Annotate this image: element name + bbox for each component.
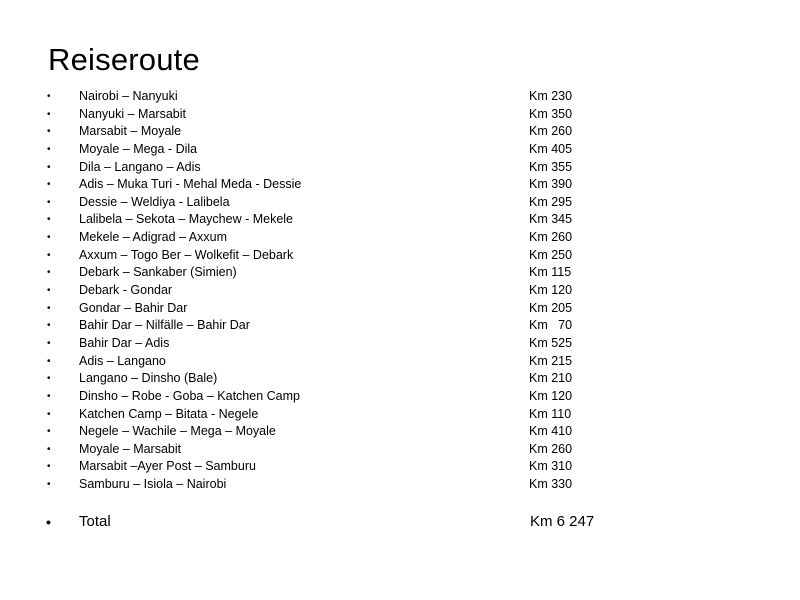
total-label: Total bbox=[79, 513, 111, 530]
route-name: Langano – Dinsho (Bale) bbox=[79, 371, 218, 386]
route-distance: Km 355 bbox=[529, 159, 573, 174]
route-item bbox=[0, 141, 800, 159]
bullet-icon: • bbox=[47, 443, 51, 455]
total-row bbox=[0, 511, 800, 533]
bullet-icon: • bbox=[47, 196, 51, 208]
route-name: Debark – Sankaber (Simien) bbox=[79, 265, 237, 280]
bullet-icon: • bbox=[47, 249, 51, 261]
route-name: Mekele – Adigrad – Axxum bbox=[79, 230, 227, 245]
route-item bbox=[0, 264, 800, 282]
route-item bbox=[0, 211, 800, 229]
route-name: Nanyuki – Marsabit bbox=[79, 106, 186, 121]
route-name: Debark - Gondar bbox=[79, 283, 173, 298]
route-distance: Km 260 bbox=[529, 230, 573, 245]
route-distance: Km 210 bbox=[529, 371, 573, 386]
route-distance: Km 260 bbox=[529, 441, 573, 456]
route-distance: Km 115 bbox=[529, 265, 572, 280]
bullet-icon: • bbox=[47, 461, 51, 473]
route-item bbox=[0, 159, 800, 177]
route-name: Nairobi – Nanyuki bbox=[79, 89, 178, 103]
route-distance: Km 250 bbox=[529, 247, 573, 262]
route-name: Bahir Dar – Adis bbox=[79, 335, 170, 350]
bullet-icon: • bbox=[47, 126, 51, 138]
route-name: Moyale – Marsabit bbox=[79, 441, 182, 456]
route-name: Dessie – Weldiya - Lalibela bbox=[79, 194, 230, 209]
route-item bbox=[0, 353, 800, 371]
route-item bbox=[0, 388, 800, 406]
route-item bbox=[0, 300, 800, 318]
bullet-icon: • bbox=[46, 514, 51, 530]
route-item bbox=[0, 423, 800, 441]
bullet-icon: • bbox=[47, 408, 51, 420]
route-name: Adis – Langano bbox=[79, 353, 166, 368]
route-item bbox=[0, 406, 800, 424]
route-distance: Km 205 bbox=[529, 300, 573, 315]
route-item bbox=[0, 176, 800, 194]
bullet-icon: • bbox=[47, 285, 51, 297]
route-item bbox=[0, 441, 800, 459]
route-name: Dila – Langano – Adis bbox=[79, 159, 201, 174]
route-item bbox=[0, 335, 800, 353]
route-distance: Km 110 bbox=[529, 406, 572, 421]
route-item bbox=[0, 370, 800, 388]
bullet-icon: • bbox=[47, 390, 51, 402]
route-distance: Km 405 bbox=[529, 141, 573, 156]
route-name: Adis – Muka Turi - Mehal Meda - Dessie bbox=[79, 177, 302, 192]
route-distance: Km 295 bbox=[529, 194, 573, 209]
route-distance: Km 350 bbox=[529, 106, 573, 121]
route-item bbox=[0, 106, 800, 124]
route-distance: Km 330 bbox=[529, 477, 573, 492]
route-name: Gondar – Bahir Dar bbox=[79, 300, 188, 315]
route-item bbox=[0, 247, 800, 265]
route-name: Marsabit – Moyale bbox=[79, 124, 182, 139]
bullet-icon: • bbox=[47, 214, 51, 226]
route-item bbox=[0, 123, 800, 141]
route-name: Marsabit –Ayer Post – Samburu bbox=[79, 459, 256, 474]
route-distance: Km 310 bbox=[529, 459, 573, 474]
route-name: Axxum – Togo Ber – Wolkefit – Debark bbox=[79, 247, 294, 262]
route-distance: Km 410 bbox=[529, 424, 573, 439]
route-item bbox=[0, 194, 800, 212]
route-item bbox=[0, 229, 800, 247]
bullet-icon: • bbox=[47, 373, 51, 385]
bullet-icon: • bbox=[47, 302, 51, 314]
route-distance: Km 120 bbox=[529, 388, 573, 403]
bullet-icon: • bbox=[47, 426, 51, 438]
route-item bbox=[0, 458, 800, 476]
bullet-icon: • bbox=[47, 143, 51, 155]
slide-title: Reiseroute bbox=[48, 42, 200, 77]
route-list bbox=[0, 88, 800, 494]
route-name: Bahir Dar – Nilfälle – Bahir Dar bbox=[79, 318, 250, 333]
bullet-icon: • bbox=[47, 179, 51, 191]
bullet-icon: • bbox=[47, 232, 51, 244]
route-name: Dinsho – Robe - Goba – Katchen Camp bbox=[79, 388, 300, 403]
total-km: Km 6 247 bbox=[530, 513, 595, 530]
route-distance: Km 260 bbox=[529, 124, 573, 139]
route-name: Negele – Wachile – Mega – Moyale bbox=[79, 424, 276, 439]
route-distance: Km 525 bbox=[529, 335, 573, 350]
route-distance: Km 345 bbox=[529, 212, 573, 227]
route-item bbox=[0, 476, 800, 494]
route-item bbox=[0, 317, 800, 335]
route-item bbox=[0, 88, 800, 106]
bullet-icon: • bbox=[47, 91, 51, 102]
bullet-icon: • bbox=[47, 267, 51, 279]
bullet-icon: • bbox=[47, 108, 51, 120]
route-distance: Km 230 bbox=[529, 89, 573, 103]
bullet-icon: • bbox=[47, 337, 51, 349]
bullet-icon: • bbox=[47, 161, 51, 173]
route-name: Lalibela – Sekota – Maychew - Mekele bbox=[79, 212, 294, 227]
route-distance: Km 120 bbox=[529, 283, 573, 298]
route-distance: Km 215 bbox=[529, 353, 573, 368]
route-name: Samburu – Isiola – Nairobi bbox=[79, 477, 227, 492]
bullet-icon: • bbox=[47, 320, 51, 332]
route-item bbox=[0, 282, 800, 300]
route-distance: Km 70 bbox=[529, 318, 573, 333]
route-distance: Km 390 bbox=[529, 177, 573, 192]
route-name: Moyale – Mega - Dila bbox=[79, 141, 198, 156]
bullet-icon: • bbox=[47, 355, 51, 367]
route-name: Katchen Camp – Bitata - Negele bbox=[79, 406, 259, 421]
bullet-icon: • bbox=[47, 479, 51, 491]
